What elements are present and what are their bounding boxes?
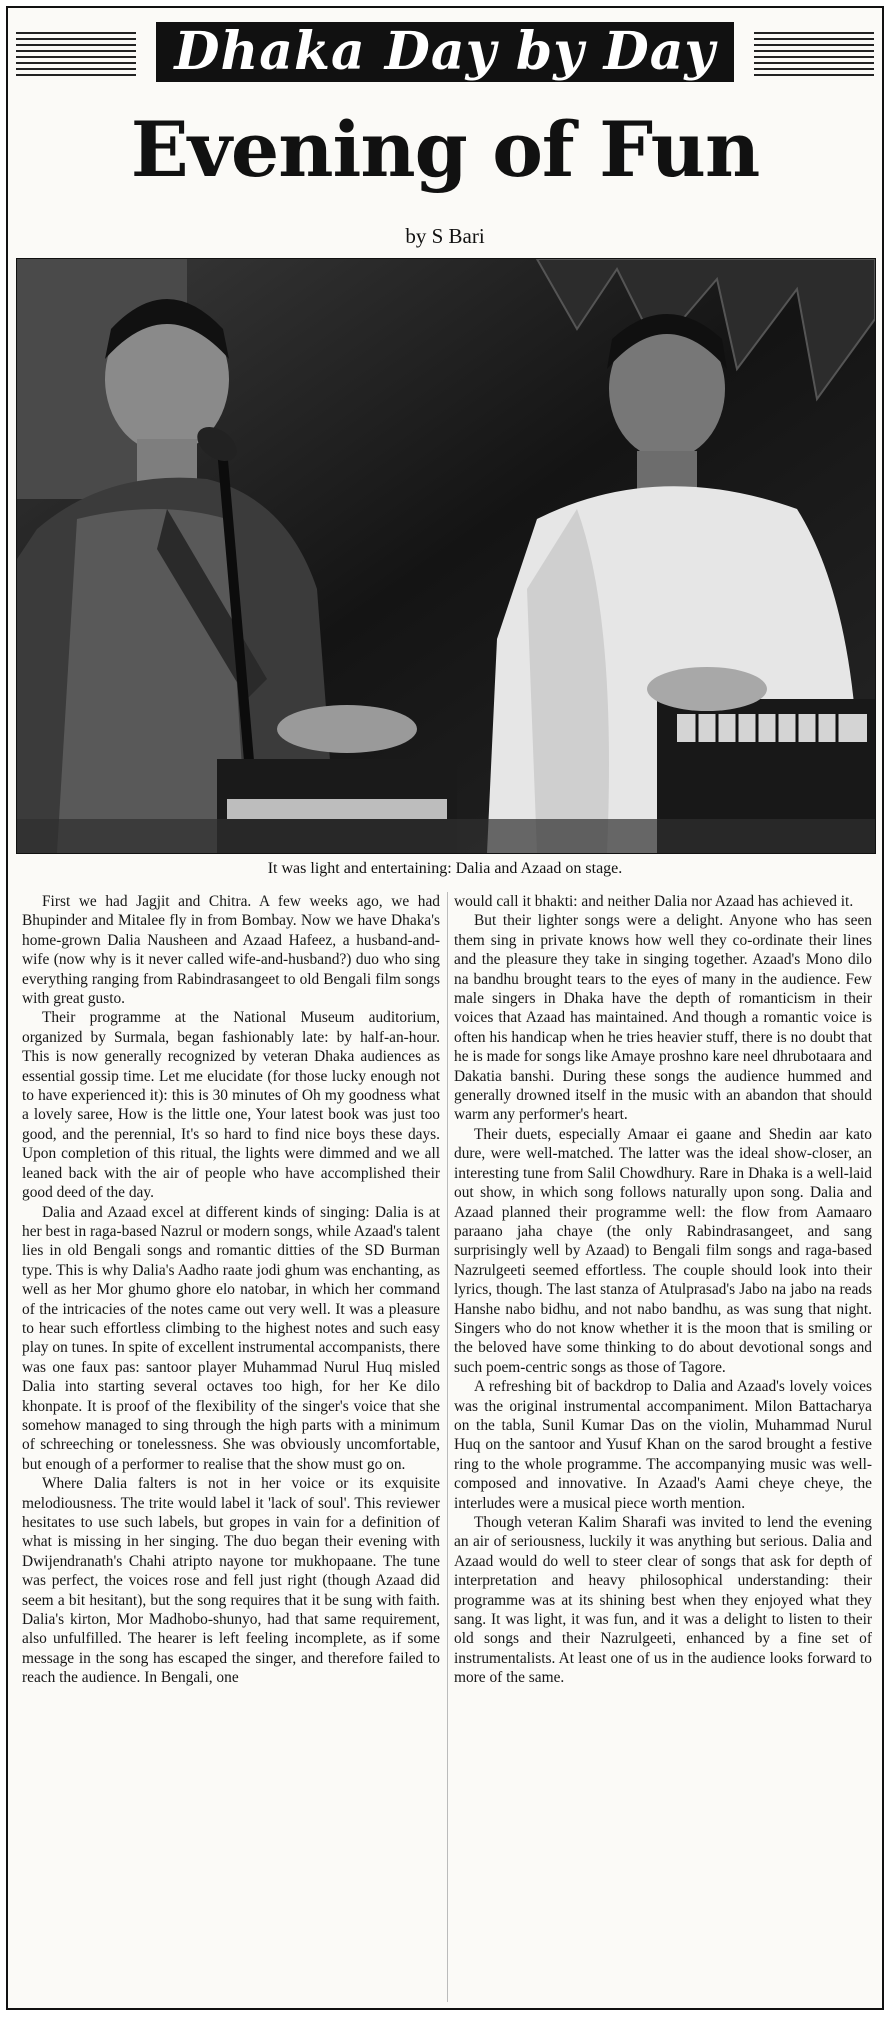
newspaper-clipping (6, 6, 884, 2010)
article-column-left (22, 892, 440, 2004)
paragraph: But their lighter songs were a delight. Anyone who has seen them sing in private knows how well they co-ordinate their lines and the pleasure they take in singing together. Azaad's Mono dilo na bandhu brought tears to the eyes of many in the audience. Few male singers in Dhaka have the depth of romanticism in their voices that Azaad has maintained. And though a romantic voice is often his handicap when he tries heavier stuff, there is no doubt that he is made for songs like Amaye proshno kare neel dhrubotaara and Dakatia banshi. During these songs the audience hummed and generally drowned itself in the music with an abandon that should warm any performer's heart. (454, 912, 872, 1124)
paragraph: Their programme at the National Museum auditorium, organized by Surmala, began fashionably late: by half-an-hour. This is now generally recognized by veteran Dhaka audiences as essential gossip time. Let me elucidate (for those lucky enough not to have experienced it): this is 30 minutes of Oh my goodness what a lovely saree, How is the little one, Your latest book was just too good, and the perennial, It's so hard to find nice boys these days. Upon completion of this ritual, the lights were dimmed and we all leaned back with the air of people who have accomplished their good deed of the day. (22, 1009, 440, 1202)
column-divider (447, 892, 448, 2002)
paragraph: Dalia and Azaad excel at different kinds of singing: Dalia is at her best in raga-based Nazrul or modern songs, while Azaad's talent lies in old Bengali songs and romantic ditties of the SD Burman type. This is why Dalia's Aadho raate jodi ghum was enchanting, as well as her Mor ghumo ghore elo natobar, in which her command of the intricacies of the notes came out very well. It was a pleasure to hear such effortless climbing to the highest notes and such easy play on tunes. In spite of excellent instrumental accompanists, there was one faux pas: santoor player Muhammad Nurul Huq misled Dalia into starting several octaves too high, for her Ke dilo khonpate. It is proof of the flexibility of the singer's voice that she somehow managed to sing through the high parts with a minimum of schreeching or tonelessness. She was obviously uncomfortable, but enough of a performer to realise that the show must go on. (22, 1203, 440, 1473)
byline: by S Bari (405, 224, 485, 248)
paragraph: Where Dalia falters is not in her voice or its exquisite melodiousness. The trite would label it 'lack of soul'. This reviewer hesitates to use such labels, but gropes in vain for a definition of what is missing in her singing. The duo began their evening with Dwijendranath's Chahi atripto nayone tor mukhopaane. The tune was perfect, the voices rose and fell just right (though Azaad did seem a bit hesitant), but the song requires that it be sung with faith. Dalia's kirton, Mor Madhobo-shunyo, had that same requirement, also unfulfilled. The hearer is left feeling incomplete, as if some message in the song has escaped the singer, and therefore failed to reach the audience. In Bengali, one (22, 1475, 440, 1687)
section-banner (16, 22, 874, 82)
stage-photo-image (17, 259, 875, 853)
banner-rule-right (754, 32, 874, 76)
paragraph: Their duets, especially Amaar ei gaane and Shedin aar kato dure, were well-matched. The latter was the ideal show-closer, an interesting tune from Salil Chowdhury. Rare in Dhaka is a well-laid out show, in which song follows naturally upon song. Dalia and Azaad planned their programme well: the flow from Aamaaro paraano jaha chaye (the only Rabindrasangeet, and sang surprisingly well by Azaad) to Bengali film songs and raga-based Nazrulgeeti seemed effortless. The couple should look into their lyrics, though. The last stanza of Atulprasad's Jabo na jabo na reads Hanshe nabo bidhu, and not nabo bandhu, as was sung that night. Singers who do not know whether it is the moon that is smiling or the beloved have some thinking to do about devotional songs and such poem-centric songs as those of Tagore. (454, 1125, 872, 1376)
stage-photo (16, 258, 876, 854)
photo-caption: It was light and entertaining: Dalia and Azaad on stage. (267, 860, 623, 877)
banner-rule-left (16, 32, 136, 76)
article-column-right (454, 892, 872, 2004)
headline: Evening of Fun (130, 105, 760, 194)
paragraph: would call it bhakti: and neither Dalia nor Azaad has achieved it. (454, 893, 854, 910)
paragraph: A refreshing bit of backdrop to Dalia and Azaad's lovely voices was the original instrumental accompaniment. Milon Battacharya on the tabla, Sunil Kumar Das on the violin, Muhammad Nurul Huq on the santoor and Yusuf Khan on the sarod brought a festive ring to the whole programme. The accompanying music was well-composed and innovative. In Azaad's Aami cheye cheye, the interludes were a musical piece worth mention. (454, 1378, 872, 1512)
section-title: Dhaka Day by Day (156, 22, 734, 82)
paragraph: Though veteran Kalim Sharafi was invited to lend the evening an air of seriousness, luckily it was anything but serious. Dalia and Azaad would do well to steer clear of songs that ask for depth of interpretation and heavy philosophical understanding: their programme was at its shining best when they enjoyed what they sang. It was light, it was fun, and it was a delight to listen to their old songs and their Nazrulgeeti, enhanced by a fine set of instrumentalists. At least one of us in the audience looks forward to more of the same. (454, 1514, 872, 1687)
paragraph: First we had Jagjit and Chitra. A few weeks ago, we had Bhupinder and Mitalee fly in from Bombay. Now we have Dhaka's home-grown Dalia Nausheen and Azaad Hafeez, a husband-and-wife (now why is it never called wife-and-husband?) duo who sing everything ranging from Rabindrasangeet to old Bengali film songs with great gusto. (22, 893, 440, 1008)
